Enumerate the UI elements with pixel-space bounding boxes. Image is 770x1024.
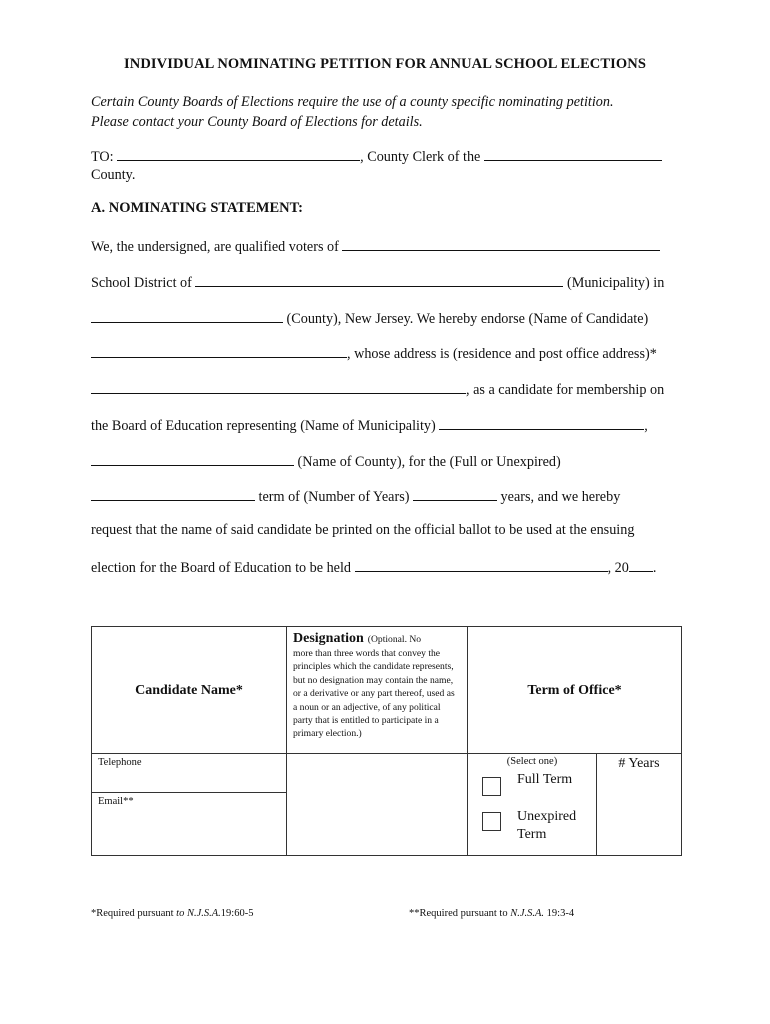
term-header-cell bbox=[468, 627, 682, 754]
to-line bbox=[91, 146, 662, 166]
statement-line-2: School District of (Municipality) in bbox=[91, 272, 664, 292]
intro-line-1: Certain County Boards of Elections require the use of a county specific nominating petition. bbox=[91, 94, 614, 110]
county-clerk-name-field[interactable] bbox=[117, 146, 360, 161]
statement-line-7: (Name of County), for the (Full or Unexpired) bbox=[91, 451, 561, 471]
election-year-field[interactable] bbox=[629, 557, 653, 572]
statement-line-6: the Board of Education representing (Name of Municipality) , bbox=[91, 415, 648, 435]
school-district-field[interactable] bbox=[195, 272, 563, 287]
voters-of-field[interactable] bbox=[342, 236, 660, 251]
statement-line-10: election for the Board of Education to be held , 20 . bbox=[91, 557, 656, 577]
statement-line-3: (County), New Jersey. We hereby endorse (Name of Candidate) bbox=[91, 308, 648, 328]
county-field[interactable] bbox=[91, 308, 283, 323]
statement-line-1: We, the undersigned, are qualified voters of bbox=[91, 236, 660, 256]
election-date-field[interactable] bbox=[355, 557, 608, 572]
statement-line-9: request that the name of said candidate be printed on the official ballot to be used at the ensuing bbox=[91, 522, 635, 538]
telephone-label: Telephone bbox=[98, 757, 142, 768]
county-name-2-field[interactable] bbox=[91, 451, 294, 466]
designation-note-1: (Optional. No bbox=[367, 634, 422, 645]
select-one-label: (Select one) bbox=[506, 756, 558, 767]
clerk-text: , County Clerk of the bbox=[360, 149, 481, 165]
footnote-2: **Required pursuant to N.J.S.A. 19:3-4 bbox=[409, 908, 575, 919]
full-term-checkbox[interactable] bbox=[482, 777, 501, 796]
county-text: County. bbox=[91, 167, 136, 183]
full-term-label: Full Term bbox=[517, 772, 573, 787]
years-cell[interactable] bbox=[597, 754, 682, 856]
unexpired-term-label: Unexpired Term bbox=[517, 809, 577, 842]
term-of-office-header: Term of Office* bbox=[527, 683, 622, 698]
candidate-name-field[interactable] bbox=[91, 343, 347, 358]
unexpired-term-checkbox[interactable] bbox=[482, 812, 501, 831]
designation-header-cell bbox=[287, 627, 468, 754]
section-a-heading: A. NOMINATING STATEMENT: bbox=[91, 200, 304, 216]
full-or-unexpired-field[interactable] bbox=[91, 486, 255, 501]
candidate-name-header: Candidate Name* bbox=[135, 683, 243, 698]
number-of-years-field[interactable] bbox=[413, 486, 497, 501]
statement-line-8: term of (Number of Years) years, and we hereby bbox=[91, 486, 620, 506]
telephone-cell[interactable] bbox=[92, 754, 287, 793]
county-name-field[interactable] bbox=[484, 146, 662, 161]
to-label: TO: bbox=[91, 149, 114, 165]
municipality-name-field[interactable] bbox=[439, 415, 644, 430]
designation-heading: Designation bbox=[293, 631, 364, 646]
intro-line-2: Please contact your County Board of Elections for details. bbox=[91, 114, 423, 130]
statement-line-4: , whose address is (residence and post office address)* bbox=[91, 343, 657, 363]
designation-entry-cell[interactable] bbox=[287, 754, 468, 856]
candidate-address-field[interactable] bbox=[91, 379, 466, 394]
footnote-1: *Required pursuant to N.J.S.A.19:60-5 bbox=[91, 908, 254, 919]
designation-note-2: more than three words that convey the principles which the candidate represents, but no designation may contain the name, or a derivative or any part thereof, used as a noun or an adjective, of any political party that is entitled to participate in a primary election.) bbox=[293, 648, 455, 740]
candidate-name-header-cell bbox=[92, 627, 287, 754]
page-title: INDIVIDUAL NOMINATING PETITION FOR ANNUAL SCHOOL ELECTIONS bbox=[124, 56, 646, 72]
intro-note bbox=[91, 92, 691, 132]
candidate-table bbox=[91, 626, 682, 856]
statement-line-5: , as a candidate for membership on bbox=[91, 379, 664, 399]
email-label: Email** bbox=[98, 796, 134, 807]
years-label: # Years bbox=[618, 756, 660, 771]
email-cell[interactable] bbox=[92, 793, 287, 856]
term-select-cell bbox=[468, 754, 597, 856]
